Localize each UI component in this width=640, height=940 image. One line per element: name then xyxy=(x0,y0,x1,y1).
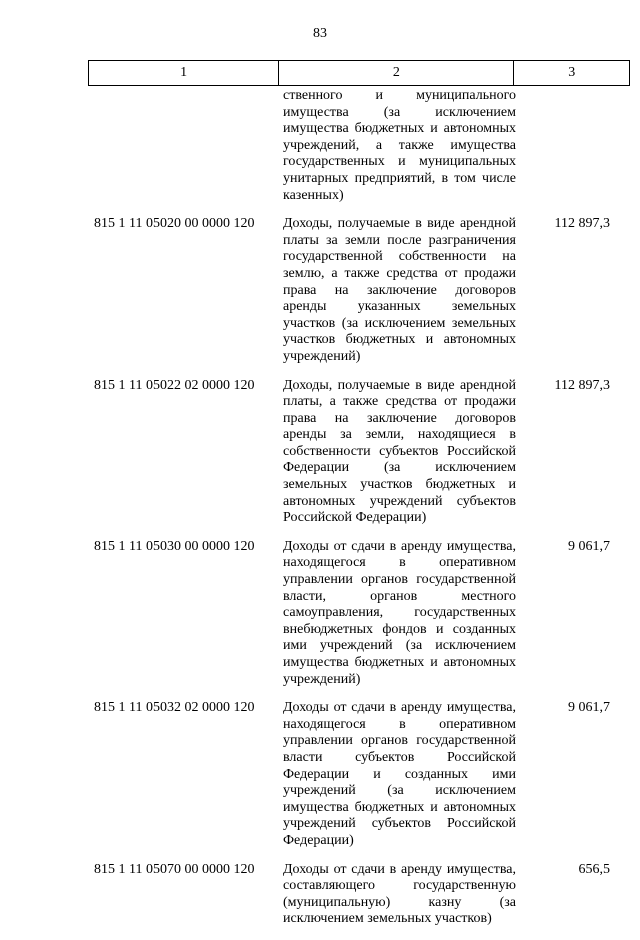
table-row xyxy=(0,862,640,928)
amount: 9 061,7 xyxy=(568,700,610,716)
table-row xyxy=(0,539,640,688)
column-header-row xyxy=(89,61,630,86)
table-row xyxy=(0,700,640,849)
page-number: 83 xyxy=(313,26,327,41)
amount: 656,5 xyxy=(578,861,610,877)
column-header-1: 1 xyxy=(89,61,279,86)
income-description: Доходы от сдачи в аренду имущества, составляющего государственную (муниципальную) казну (за исключением земельных участков) xyxy=(283,861,516,927)
amount: 112 897,3 xyxy=(554,377,610,393)
column-header-table xyxy=(88,60,630,86)
budget-code: 815 1 11 05032 02 0000 120 xyxy=(94,700,255,716)
income-description: Доходы, получаемые в виде арендной платы за земли после разграничения государственной собственности на землю, а также средства от продажи права на заключение договоров аренды указанных земельных участков (за исключением земельных участков бюджетных и автономных учреждений) xyxy=(283,216,516,364)
amount: 112 897,3 xyxy=(554,216,610,232)
budget-code: 815 1 11 05022 02 0000 120 xyxy=(94,377,255,393)
table-row xyxy=(0,378,640,527)
column-header-3: 3 xyxy=(514,61,630,86)
table-row xyxy=(0,216,640,365)
income-description: Доходы от сдачи в аренду имущества, находящегося в оперативном управлении органов государственной власти субъектов Российской Федерации и созданных ими учреждений (за исключением имущества бюджетных и автономных учреждений субъектов Российской Федерации) xyxy=(283,700,516,848)
budget-code: 815 1 11 05020 00 0000 120 xyxy=(94,216,255,232)
budget-code: 815 1 11 05070 00 0000 120 xyxy=(94,861,255,877)
budget-code: 815 1 11 05030 00 0000 120 xyxy=(94,538,255,554)
continuation-row xyxy=(0,88,640,204)
income-description: Доходы, получаемые в виде арендной платы, а также средства от продажи права на заключение договоров аренды за земли, находящиеся в собственности субъектов Российской Федерации (за исключением земельных участков бюджетных и автономных учреждений субъектов Российской Федерации) xyxy=(283,377,516,526)
amount: 9 061,7 xyxy=(568,538,610,554)
income-description: Доходы от сдачи в аренду имущества, находящегося в оперативном управлении органов государственной власти, органов местного самоуправления, государственных внебюджетных фондов и созданных ими учреждений (за исключением имущества бюджетных и автономных учреждений) xyxy=(283,538,516,687)
column-header-2: 2 xyxy=(279,61,514,86)
table-body xyxy=(0,88,640,940)
continuation-description: ственного и муниципального имущества (за исключением имущества бюджетных и автономных учреждений, а также имущества государственных и муниципальных унитарных предприятий, в том числе казенных) xyxy=(283,88,516,203)
